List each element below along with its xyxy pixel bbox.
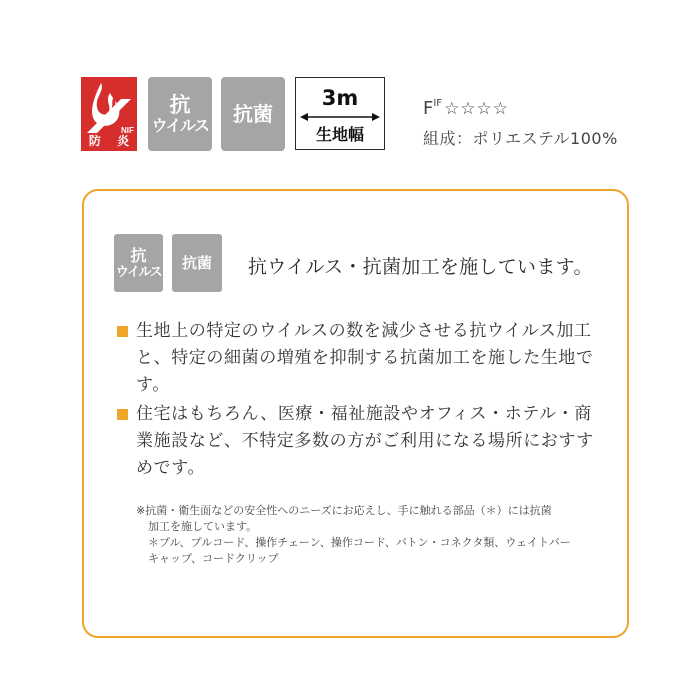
bullet-square-icon <box>117 326 128 337</box>
footnote-line: 加工を施しています。 <box>148 520 258 533</box>
grade-stars: ☆☆☆☆ <box>444 99 510 119</box>
flame-badge-caption: 防 炎 <box>88 134 136 148</box>
feature-item <box>117 401 599 482</box>
fabric-width-value: 3m <box>321 86 359 110</box>
feature-text: 住宅はもちろん、医療・福祉施設やオフィス・ホテル・商業施設など、不特定多数の方がご利用になる場所におすすめです。 <box>136 404 594 478</box>
panel-antivirus-badge <box>114 234 163 292</box>
double-arrow-icon <box>300 112 380 122</box>
panel-antivirus-line1: 抗 <box>130 245 147 265</box>
antivirus-badge <box>148 77 212 151</box>
bullet-square-icon <box>117 409 128 420</box>
footnote-line: ※抗菌・衛生面などの安全性へのニーズにお応えし、手に触れる部品（＊）には抗菌 <box>136 504 552 517</box>
feature-text: 生地上の特定のウイルスの数を減少させる抗ウイルス加工と、特定の細菌の増殖を抑制する抗菌加工を施した生地です。 <box>136 321 594 395</box>
panel-antivirus-line2: ウイルス <box>115 264 162 280</box>
footnote-line: キャップ、コードクリップ <box>148 552 279 565</box>
fabric-width-box <box>295 77 385 150</box>
footnote <box>136 503 596 567</box>
nif-mark: NIF <box>121 126 134 135</box>
fabric-width-label: 生地幅 <box>315 125 364 144</box>
footnote-line: ＊プル、プルコード、操作チェーン、操作コード、バトン・コネクタ類、ウェイトバー <box>148 536 571 549</box>
panel-antibacterial-badge <box>172 234 222 292</box>
feature-item <box>117 318 599 399</box>
composition-text: 組成：ポリエステル100% <box>423 129 618 148</box>
formaldehyde-grade <box>423 98 509 124</box>
antibacterial-badge-label: 抗菌 <box>233 102 273 126</box>
antivirus-badge-line2: ウイルス <box>151 115 209 135</box>
grade-letter: F <box>423 98 434 119</box>
antivirus-badge-line1: 抗 <box>169 92 191 117</box>
panel-heading: 抗ウイルス・抗菌加工を施しています。 <box>248 256 593 278</box>
panel-antibacterial-label: 抗菌 <box>181 253 212 272</box>
antibacterial-badge <box>221 77 285 151</box>
flame-retardant-badge <box>81 77 137 151</box>
grade-superscript: IF <box>433 98 443 109</box>
